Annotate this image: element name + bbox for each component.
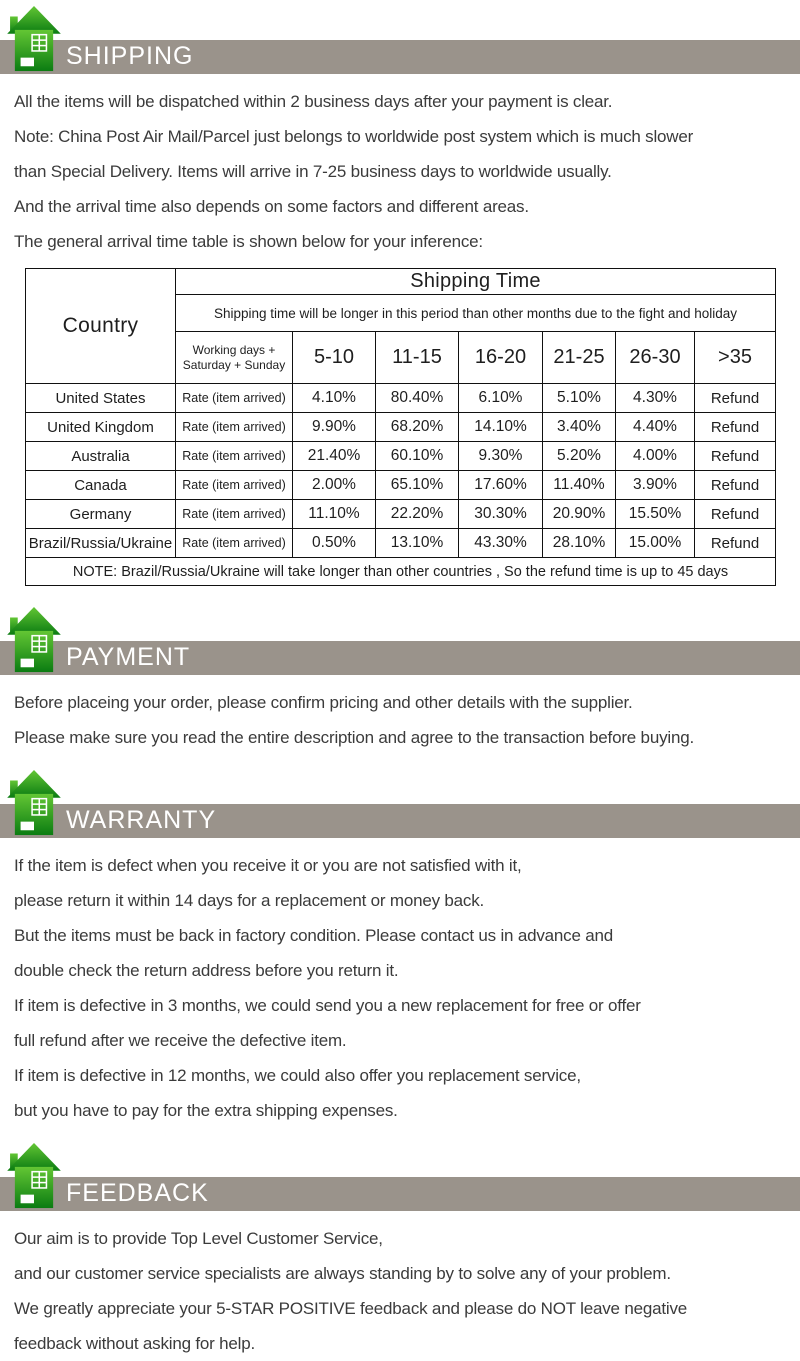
rate-value-cell: 4.30% (616, 384, 695, 413)
rate-label-cell: Rate (item arrived) (176, 500, 293, 529)
table-working-days-header: Working days + Saturday + Sunday (176, 332, 293, 384)
rate-label-cell: Rate (item arrived) (176, 442, 293, 471)
table-range-header: 5-10 (293, 332, 376, 384)
table-row (26, 529, 776, 558)
section-title-feedback: FEEDBACK (66, 1178, 209, 1207)
rate-label-cell: Rate (item arrived) (176, 413, 293, 442)
paragraph-line: full refund after we receive the defective item. (14, 1031, 347, 1050)
table-row (26, 384, 776, 413)
country-cell: Germany (26, 500, 176, 529)
table-subtitle: Shipping time will be longer in this period than other months due to the fight and holiday (176, 295, 776, 332)
section-warranty (0, 769, 800, 1128)
section-payment (0, 606, 800, 755)
section-title-warranty: WARRANTY (66, 805, 217, 834)
table-country-header: Country (26, 269, 176, 384)
refund-cell: Refund (695, 529, 776, 558)
table-row (26, 500, 776, 529)
shipping-paragraphs (0, 74, 800, 259)
paragraph-line: Our aim is to provide Top Level Customer Service, (14, 1229, 383, 1248)
rate-value-cell: 5.20% (543, 442, 616, 471)
refund-cell: Refund (695, 442, 776, 471)
section-header-bar (0, 40, 800, 74)
rate-value-cell: 17.60% (459, 471, 543, 500)
refund-cell: Refund (695, 471, 776, 500)
rate-value-cell: 6.10% (459, 384, 543, 413)
house-icon (6, 1142, 62, 1209)
refund-cell: Refund (695, 413, 776, 442)
table-row (26, 413, 776, 442)
table-range-header: 16-20 (459, 332, 543, 384)
paragraph-line: If the item is defect when you receive it or you are not satisfied with it, (14, 856, 522, 875)
warranty-paragraphs (0, 838, 800, 1128)
section-header-bar (0, 641, 800, 675)
paragraph-line: than Special Delivery. Items will arrive in 7-25 business days to worldwide usually. (14, 162, 612, 181)
rate-label-cell: Rate (item arrived) (176, 529, 293, 558)
table-row (26, 471, 776, 500)
house-icon (6, 606, 62, 673)
rate-value-cell: 68.20% (376, 413, 459, 442)
rate-value-cell: 9.30% (459, 442, 543, 471)
rate-value-cell: 30.30% (459, 500, 543, 529)
rate-value-cell: 65.10% (376, 471, 459, 500)
rate-value-cell: 11.40% (543, 471, 616, 500)
section-header-shipping (0, 5, 800, 74)
rate-value-cell: 80.40% (376, 384, 459, 413)
refund-cell: Refund (695, 500, 776, 529)
rate-value-cell: 2.00% (293, 471, 376, 500)
rate-value-cell: 14.10% (459, 413, 543, 442)
paragraph-line: If item is defective in 3 months, we could send you a new replacement for free or offer (14, 996, 641, 1015)
section-header-feedback (0, 1142, 800, 1211)
section-header-bar (0, 804, 800, 838)
paragraph-line: please return it within 14 days for a replacement or money back. (14, 891, 485, 910)
paragraph-line: All the items will be dispatched within 2 business days after your payment is clear. (14, 92, 613, 111)
paragraph-line: Please make sure you read the entire description and agree to the transaction before buying. (14, 728, 694, 747)
rate-value-cell: 9.90% (293, 413, 376, 442)
rate-label-cell: Rate (item arrived) (176, 384, 293, 413)
paragraph-line: But the items must be back in factory condition. Please contact us in advance and (14, 926, 613, 945)
paragraph-line: and our customer service specialists are always standing by to solve any of your problem. (14, 1264, 671, 1283)
rate-value-cell: 15.00% (616, 529, 695, 558)
country-cell: Brazil/Russia/Ukraine (26, 529, 176, 558)
paragraph-line: feedback without asking for help. (14, 1334, 255, 1353)
paragraph-line: but you have to pay for the extra shipping expenses. (14, 1101, 398, 1120)
country-cell: United Kingdom (26, 413, 176, 442)
paragraph-line: We greatly appreciate your 5-STAR POSITIVE feedback and please do NOT leave negative (14, 1299, 688, 1318)
table-row (26, 442, 776, 471)
section-header-bar (0, 1177, 800, 1211)
rate-value-cell: 20.90% (543, 500, 616, 529)
rate-value-cell: 22.20% (376, 500, 459, 529)
house-icon (6, 5, 62, 72)
country-cell: Australia (26, 442, 176, 471)
rate-value-cell: 60.10% (376, 442, 459, 471)
rate-value-cell: 4.00% (616, 442, 695, 471)
paragraph-line: If item is defective in 12 months, we could also offer you replacement service, (14, 1066, 581, 1085)
rate-value-cell: 15.50% (616, 500, 695, 529)
table-note: NOTE: Brazil/Russia/Ukraine will take longer than other countries , So the refund time is up to 45 days (26, 558, 776, 586)
rate-value-cell: 4.10% (293, 384, 376, 413)
table-range-header: >35 (695, 332, 776, 384)
section-header-payment (0, 606, 800, 675)
section-header-warranty (0, 769, 800, 838)
table-shipping-time-header: Shipping Time (176, 269, 776, 295)
rate-value-cell: 21.40% (293, 442, 376, 471)
table-range-header: 11-15 (376, 332, 459, 384)
country-cell: Canada (26, 471, 176, 500)
paragraph-line: Note: China Post Air Mail/Parcel just belongs to worldwide post system which is much slower (14, 127, 694, 146)
table-range-header: 21-25 (543, 332, 616, 384)
section-shipping (0, 5, 800, 586)
rate-value-cell: 5.10% (543, 384, 616, 413)
section-title-shipping: SHIPPING (66, 41, 194, 70)
country-cell: United States (26, 384, 176, 413)
paragraph-line: And the arrival time also depends on some factors and different areas. (14, 197, 529, 216)
section-feedback (0, 1142, 800, 1361)
rate-value-cell: 28.10% (543, 529, 616, 558)
shipping-time-table (25, 268, 776, 586)
payment-paragraphs (0, 675, 800, 755)
rate-value-cell: 4.40% (616, 413, 695, 442)
rate-value-cell: 0.50% (293, 529, 376, 558)
feedback-paragraphs (0, 1211, 800, 1361)
rate-value-cell: 3.40% (543, 413, 616, 442)
rate-value-cell: 11.10% (293, 500, 376, 529)
table-range-header: 26-30 (616, 332, 695, 384)
rate-label-cell: Rate (item arrived) (176, 471, 293, 500)
paragraph-line: Before placeing your order, please confirm pricing and other details with the supplier. (14, 693, 633, 712)
paragraph-line: double check the return address before you return it. (14, 961, 399, 980)
refund-cell: Refund (695, 384, 776, 413)
rate-value-cell: 13.10% (376, 529, 459, 558)
house-icon (6, 769, 62, 836)
rate-value-cell: 43.30% (459, 529, 543, 558)
section-title-payment: PAYMENT (66, 642, 191, 671)
paragraph-line: The general arrival time table is shown below for your inference: (14, 232, 483, 251)
rate-value-cell: 3.90% (616, 471, 695, 500)
